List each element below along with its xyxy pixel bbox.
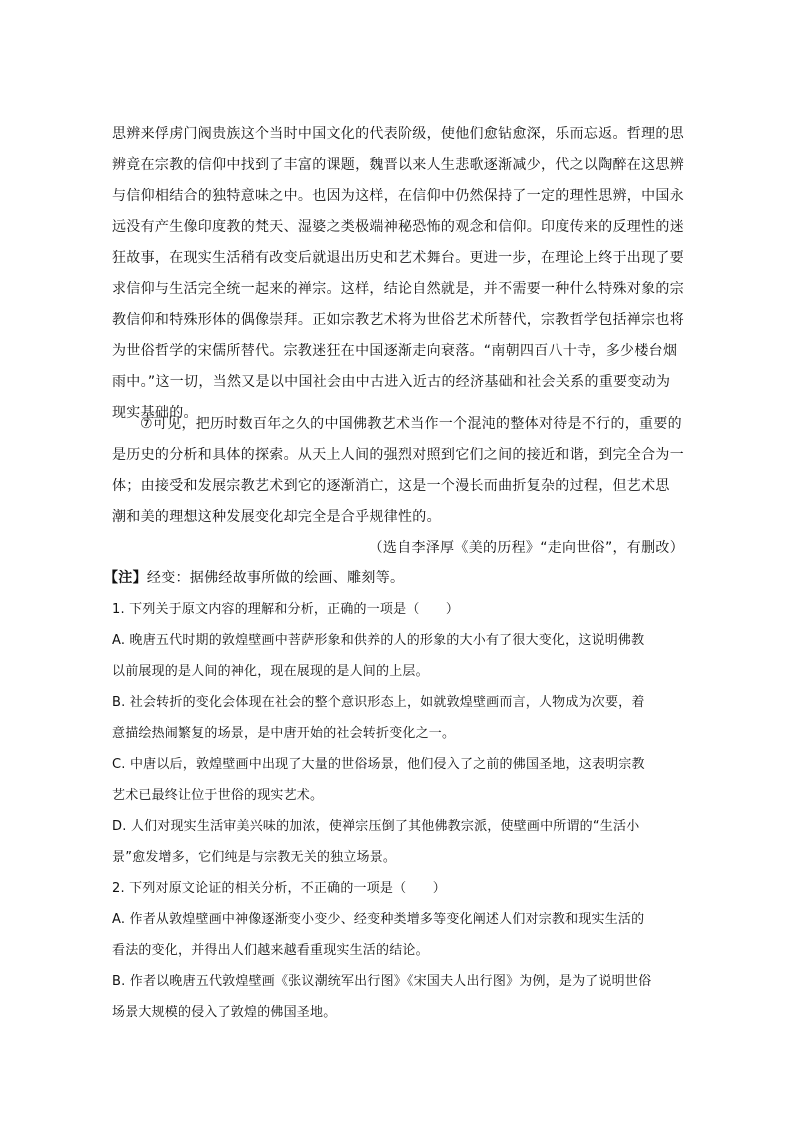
- text-line: 潮和美的理想这种发展变化却完全是合乎规律性的。: [112, 509, 441, 525]
- option-c-line: 艺术已最终让位于世俗的现实艺术。: [112, 788, 324, 803]
- text-line: 思辨来俘虏门阀贵族这个当时中国文化的代表阶级，使他们愈钻愈深，乐而忘返。哲理的思: [112, 126, 684, 142]
- text-line: 求信仰与生活完全统一起来的禅宗。这样，结论自然就是，并不需要一种什么特殊对象的宗: [112, 281, 684, 297]
- option-a-line: A. 晚唐五代时期的敦煌壁画中菩萨形象和供养的人的形象的大小有了很大变化，这说明佛教: [112, 633, 645, 648]
- question-1: [112, 594, 684, 873]
- option-a-line: A. 作者从敦煌壁画中神像逐渐变小变少、经变种类增多等变化阐述人们对宗教和现实生活的: [112, 912, 645, 927]
- text-line: 体；由接受和发展宗教艺术到它的逐渐消亡，这是一个漫长而曲折复杂的过程，但艺术思: [112, 478, 670, 494]
- text-line: 是历史的分析和具体的探索。从天上人间的强烈对照到它们之间的接近和谐，到完全合为一: [112, 447, 684, 463]
- text-line: ⑦可见，把历时数百年之久的中国佛教艺术当作一个混沌的整体对待是不行的，重要的: [140, 416, 682, 432]
- passage-paragraph-7: [112, 409, 684, 533]
- text-line: 与信仰相结合的独特意味之中。也因为这样，在信仰中仍然保持了一定的理性思辨，中国永: [112, 188, 684, 204]
- option-a-line: 看法的变化，并得出人们越来越看重现实生活的结论。: [112, 943, 429, 958]
- option-b-line: B. 作者以晚唐五代敦煌壁画《张议潮统军出行图》《宋国夫人出行图》为例，是为了说明世俗: [112, 974, 652, 989]
- option-d-line: 景”愈发增多，它们纯是与宗教无关的独立场景。: [112, 850, 397, 865]
- question-stem: 1. 下列关于原文内容的理解和分析，正确的一项是（ ）: [112, 602, 460, 617]
- text-line: 教信仰和特殊形体的偶像崇拜。正如宗教艺术将为世俗艺术所替代，宗教哲学包括禅宗也将: [112, 312, 684, 328]
- option-a-line: 以前展现的是人间的神化，现在展现的是人间的上层。: [112, 664, 429, 679]
- note-label: 【注】: [104, 570, 147, 586]
- option-d-line: D. 人们对现实生活审美兴味的加浓，使禅宗压倒了其他佛教宗派，使壁画中所谓的“生活小: [112, 819, 640, 834]
- source-text: （选自李泽厚《美的历程》“走向世俗”，有删改）: [368, 540, 684, 556]
- note-text: 经变：据佛经故事所做的绘画、雕刻等。: [146, 570, 405, 586]
- text-line: 辨竟在宗教的信仰中找到了丰富的课题，魏晋以来人生悲歌逐渐减少，代之以陶醉在这思辨: [112, 157, 684, 173]
- option-b-line: 意描绘热闹繁复的场景，是中唐开始的社会转折变化之一。: [112, 726, 456, 741]
- text-line: 狂故事，在现实生活稍有改变后就退出历史和艺术舞台。更进一步，在理论上终于出现了要: [112, 250, 684, 266]
- source-citation: [112, 533, 684, 564]
- passage-paragraph-continued: [112, 119, 684, 429]
- text-line: 为世俗哲学的宋儒所替代。宗教迷狂在中国逐渐走向衰落。“南朝四百八十寺，多少楼台烟: [112, 343, 678, 359]
- text-line: 现实基础的。: [112, 405, 198, 421]
- question-stem: 2. 下列对原文论证的相关分析，不正确的一项是（ ）: [112, 881, 446, 896]
- option-b-line: 场景大规模的侵入了敦煌的佛国圣地。: [112, 1005, 337, 1020]
- text-line: 雨中。”这一切，当然又是以中国社会由中古进入近古的经济基础和社会关系的重要变动为: [112, 374, 671, 390]
- option-b-line: B. 社会转折的变化会体现在社会的整个意识形态上，如就敦煌壁画而言，人物成为次要，着: [112, 695, 645, 710]
- footnote-line: [104, 563, 684, 594]
- text-line: 远没有产生像印度教的梵天、湿婆之类极端神秘恐怖的观念和信仰。印度传来的反理性的迷: [112, 219, 684, 235]
- question-2: [112, 873, 684, 1028]
- option-c-line: C. 中唐以后，敦煌壁画中出现了大量的世俗场景，他们侵入了之前的佛国圣地，这表明宗教: [112, 757, 645, 772]
- footnote: [104, 563, 684, 594]
